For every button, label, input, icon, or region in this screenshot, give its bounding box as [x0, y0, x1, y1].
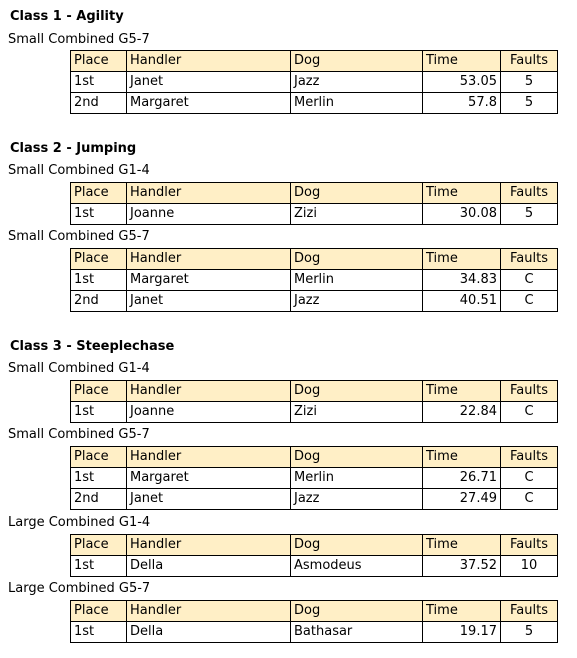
header-handler: Handler	[127, 447, 291, 468]
header-time: Time	[423, 447, 501, 468]
cell-handler: Joanne	[127, 204, 291, 225]
header-handler: Handler	[127, 601, 291, 622]
table-row	[71, 270, 558, 291]
cell-dog: Asmodeus	[291, 556, 423, 577]
section-title: Small Combined G5-7	[8, 229, 150, 244]
cell-handler: Janet	[127, 291, 291, 312]
cell-faults: C	[501, 402, 558, 423]
cell-faults: C	[501, 468, 558, 489]
header-time: Time	[423, 601, 501, 622]
cell-place: 1st	[71, 204, 127, 225]
table-header-row	[71, 183, 558, 204]
header-place: Place	[71, 249, 127, 270]
cell-time: 26.71	[423, 468, 501, 489]
header-dog: Dog	[291, 51, 423, 72]
cell-place: 1st	[71, 556, 127, 577]
header-place: Place	[71, 601, 127, 622]
cell-time: 37.52	[423, 556, 501, 577]
header-handler: Handler	[127, 535, 291, 556]
header-handler: Handler	[127, 183, 291, 204]
header-handler: Handler	[127, 381, 291, 402]
cell-dog: Zizi	[291, 402, 423, 423]
cell-handler: Joanne	[127, 402, 291, 423]
header-handler: Handler	[127, 249, 291, 270]
results-table	[70, 50, 558, 114]
table-row	[71, 291, 558, 312]
results-table	[70, 534, 558, 577]
cell-place: 1st	[71, 270, 127, 291]
results-table	[70, 182, 558, 225]
cell-place: 1st	[71, 622, 127, 643]
cell-time: 57.8	[423, 93, 501, 114]
cell-time: 53.05	[423, 72, 501, 93]
table-row	[71, 489, 558, 510]
cell-handler: Della	[127, 622, 291, 643]
header-place: Place	[71, 447, 127, 468]
cell-handler: Margaret	[127, 270, 291, 291]
class-title: Class 2 - Jumping	[10, 141, 137, 156]
header-place: Place	[71, 535, 127, 556]
header-dog: Dog	[291, 183, 423, 204]
cell-faults: C	[501, 489, 558, 510]
cell-faults: 5	[501, 72, 558, 93]
cell-handler: Janet	[127, 489, 291, 510]
header-dog: Dog	[291, 535, 423, 556]
table-header-row	[71, 535, 558, 556]
section-title: Small Combined G1-4	[8, 361, 150, 376]
results-table	[70, 248, 558, 312]
table-row	[71, 402, 558, 423]
header-time: Time	[423, 381, 501, 402]
header-handler: Handler	[127, 51, 291, 72]
section-title: Small Combined G5-7	[8, 427, 150, 442]
table-row	[71, 556, 558, 577]
cell-time: 34.83	[423, 270, 501, 291]
cell-dog: Jazz	[291, 72, 423, 93]
cell-handler: Margaret	[127, 468, 291, 489]
table-header-row	[71, 381, 558, 402]
cell-time: 40.51	[423, 291, 501, 312]
cell-place: 2nd	[71, 489, 127, 510]
header-place: Place	[71, 381, 127, 402]
cell-place: 2nd	[71, 291, 127, 312]
cell-handler: Margaret	[127, 93, 291, 114]
class-title: Class 1 - Agility	[10, 9, 124, 24]
table-row	[71, 72, 558, 93]
cell-place: 2nd	[71, 93, 127, 114]
header-dog: Dog	[291, 601, 423, 622]
section-title: Large Combined G5-7	[8, 581, 151, 596]
header-time: Time	[423, 249, 501, 270]
header-faults: Faults	[501, 51, 558, 72]
cell-dog: Merlin	[291, 93, 423, 114]
cell-handler: Janet	[127, 72, 291, 93]
section-title: Small Combined G5-7	[8, 32, 150, 47]
header-faults: Faults	[501, 381, 558, 402]
table-header-row	[71, 601, 558, 622]
cell-dog: Jazz	[291, 489, 423, 510]
cell-place: 1st	[71, 468, 127, 489]
cell-faults: C	[501, 291, 558, 312]
cell-faults: 5	[501, 93, 558, 114]
header-time: Time	[423, 51, 501, 72]
results-table	[70, 380, 558, 423]
cell-place: 1st	[71, 72, 127, 93]
table-header-row	[71, 249, 558, 270]
cell-time: 22.84	[423, 402, 501, 423]
cell-faults: 10	[501, 556, 558, 577]
cell-handler: Della	[127, 556, 291, 577]
table-header-row	[71, 51, 558, 72]
cell-faults: 5	[501, 204, 558, 225]
cell-time: 30.08	[423, 204, 501, 225]
section-title: Small Combined G1-4	[8, 163, 150, 178]
header-faults: Faults	[501, 601, 558, 622]
header-dog: Dog	[291, 381, 423, 402]
table-row	[71, 93, 558, 114]
cell-dog: Merlin	[291, 468, 423, 489]
class-title: Class 3 - Steeplechase	[10, 339, 175, 354]
header-dog: Dog	[291, 249, 423, 270]
table-row	[71, 204, 558, 225]
header-place: Place	[71, 183, 127, 204]
cell-time: 19.17	[423, 622, 501, 643]
cell-dog: Zizi	[291, 204, 423, 225]
cell-dog: Bathasar	[291, 622, 423, 643]
header-time: Time	[423, 535, 501, 556]
section-title: Large Combined G1-4	[8, 515, 151, 530]
cell-faults: 5	[501, 622, 558, 643]
cell-time: 27.49	[423, 489, 501, 510]
header-place: Place	[71, 51, 127, 72]
header-faults: Faults	[501, 535, 558, 556]
table-row	[71, 468, 558, 489]
table-row	[71, 622, 558, 643]
header-dog: Dog	[291, 447, 423, 468]
cell-place: 1st	[71, 402, 127, 423]
results-table	[70, 600, 558, 643]
cell-faults: C	[501, 270, 558, 291]
header-faults: Faults	[501, 249, 558, 270]
cell-dog: Jazz	[291, 291, 423, 312]
header-faults: Faults	[501, 183, 558, 204]
results-table	[70, 446, 558, 510]
header-time: Time	[423, 183, 501, 204]
table-header-row	[71, 447, 558, 468]
header-faults: Faults	[501, 447, 558, 468]
cell-dog: Merlin	[291, 270, 423, 291]
